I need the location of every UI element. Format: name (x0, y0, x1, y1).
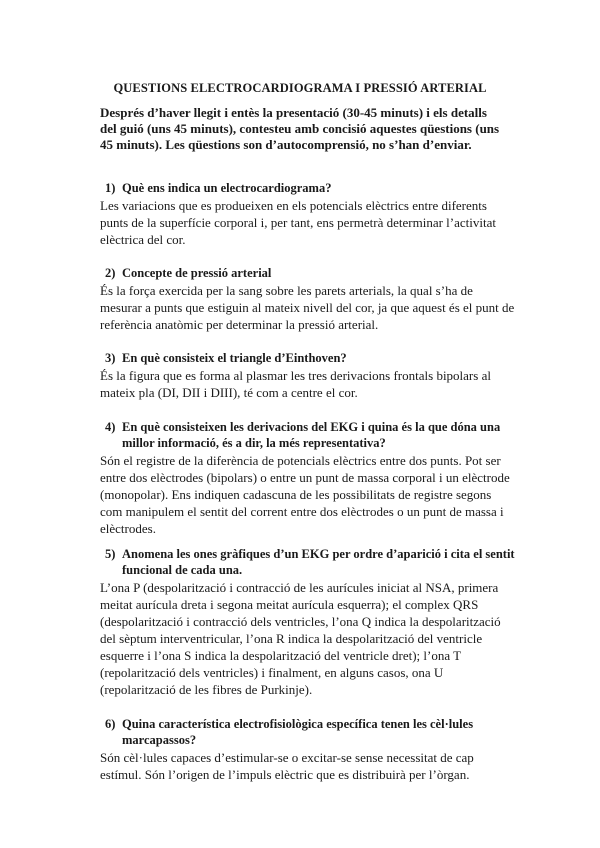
question-block-3 (100, 350, 515, 401)
answer-text: Són cèl·lules capaces d’estimular-se o excitar-se sense necessitat de cap estímul. Són l’origen de l’impuls elèctric que es distribuirà per l’òrgan. (100, 750, 474, 782)
question-text: En què consisteixen les derivacions del EKG i quina és la que dóna una millor informació, és a dir, la més representativa? (122, 420, 501, 450)
question-text: Què ens indica un electrocardiograma? (122, 181, 332, 195)
question-number: 3) (105, 351, 116, 365)
question-heading (100, 265, 515, 281)
answer-text: És la força exercida per la sang sobre les parets arterials, la qual s’ha de mesurar a punts que estiguin al mateix nivell del cor, ja que aquest és el punt de referència anatòmic per determinar la pressió arterial. (100, 283, 515, 332)
question-heading (100, 180, 515, 196)
question-heading (100, 419, 515, 451)
question-block-5 (100, 546, 515, 698)
question-heading (100, 546, 515, 578)
question-block-6 (100, 716, 515, 783)
question-number: 5) (105, 547, 116, 561)
question-heading (100, 350, 515, 366)
question-number: 2) (105, 266, 116, 280)
question-heading (100, 716, 515, 748)
question-number: 1) (105, 181, 116, 195)
question-block-2 (100, 265, 515, 333)
intro-paragraph: Després d’haver llegit i entès la presentació (30-45 minuts) i els detalls del guió (uns 45 minuts), contesteu amb concisió aquestes qüestions (uns 45 minuts). Les qüestions son d’autocomprensió, no s’han d’enviar. (100, 105, 500, 152)
answer-text: Les variacions que es produeixen en els potencials elèctrics entre diferents punts de la superfície corporal i, per tant, ens permetrà determinar l’activitat elèctrica del cor. (100, 198, 496, 247)
answer-text: L’ona P (despolarització i contracció de les aurícules iniciat al NSA, primera meitat aurícula dreta i segona meitat aurícula esquerra); el complex QRS (despolarització i contracció dels ventricles, l’ona Q indica la despolarització del sèptum interventricular, l’ona R indica la despolarització del ventricle esquerre i l’ona S indica la despolarització del ventricle dret); l’ona T (repolarització dels ventricles) i finalment, en alguns casos, ona U (repolarització de les fibres de Purkinje). (100, 580, 501, 697)
page-title: QUESTIONS ELECTROCARDIOGRAMA I PRESSIÓ ARTERIAL (113, 81, 487, 95)
question-block-1 (100, 180, 515, 248)
question-text: Anomena les ones gràfiques d’un EKG per ordre d’aparició i cita el sentit funcional de cada una. (122, 547, 515, 577)
answer-text: Són el registre de la diferència de potencials elèctrics entre dos punts. Pot ser entre dos elèctrodes (bipolars) o entre un punt de massa corporal i un elèctrode (monopolar). Ens indiquen cadascuna de les possibilitats de registre segons com manipulem el sentit del corrent entre dos elèctrodes o un punt de massa i elèctrodes. (100, 453, 510, 536)
question-text: Concepte de pressió arterial (122, 266, 272, 280)
question-block-4 (100, 419, 515, 537)
question-text: En què consisteix el triangle d’Einthoven? (122, 351, 347, 365)
answer-text: És la figura que es forma al plasmar les tres derivacions frontals bipolars al mateix pla (DI, DII i DIII), té com a centre el cor. (100, 368, 491, 400)
question-text: Quina característica electrofisiològica específica tenen les cèl·lules marcapassos? (122, 717, 474, 747)
question-number: 4) (105, 420, 116, 434)
question-number: 6) (105, 717, 116, 731)
